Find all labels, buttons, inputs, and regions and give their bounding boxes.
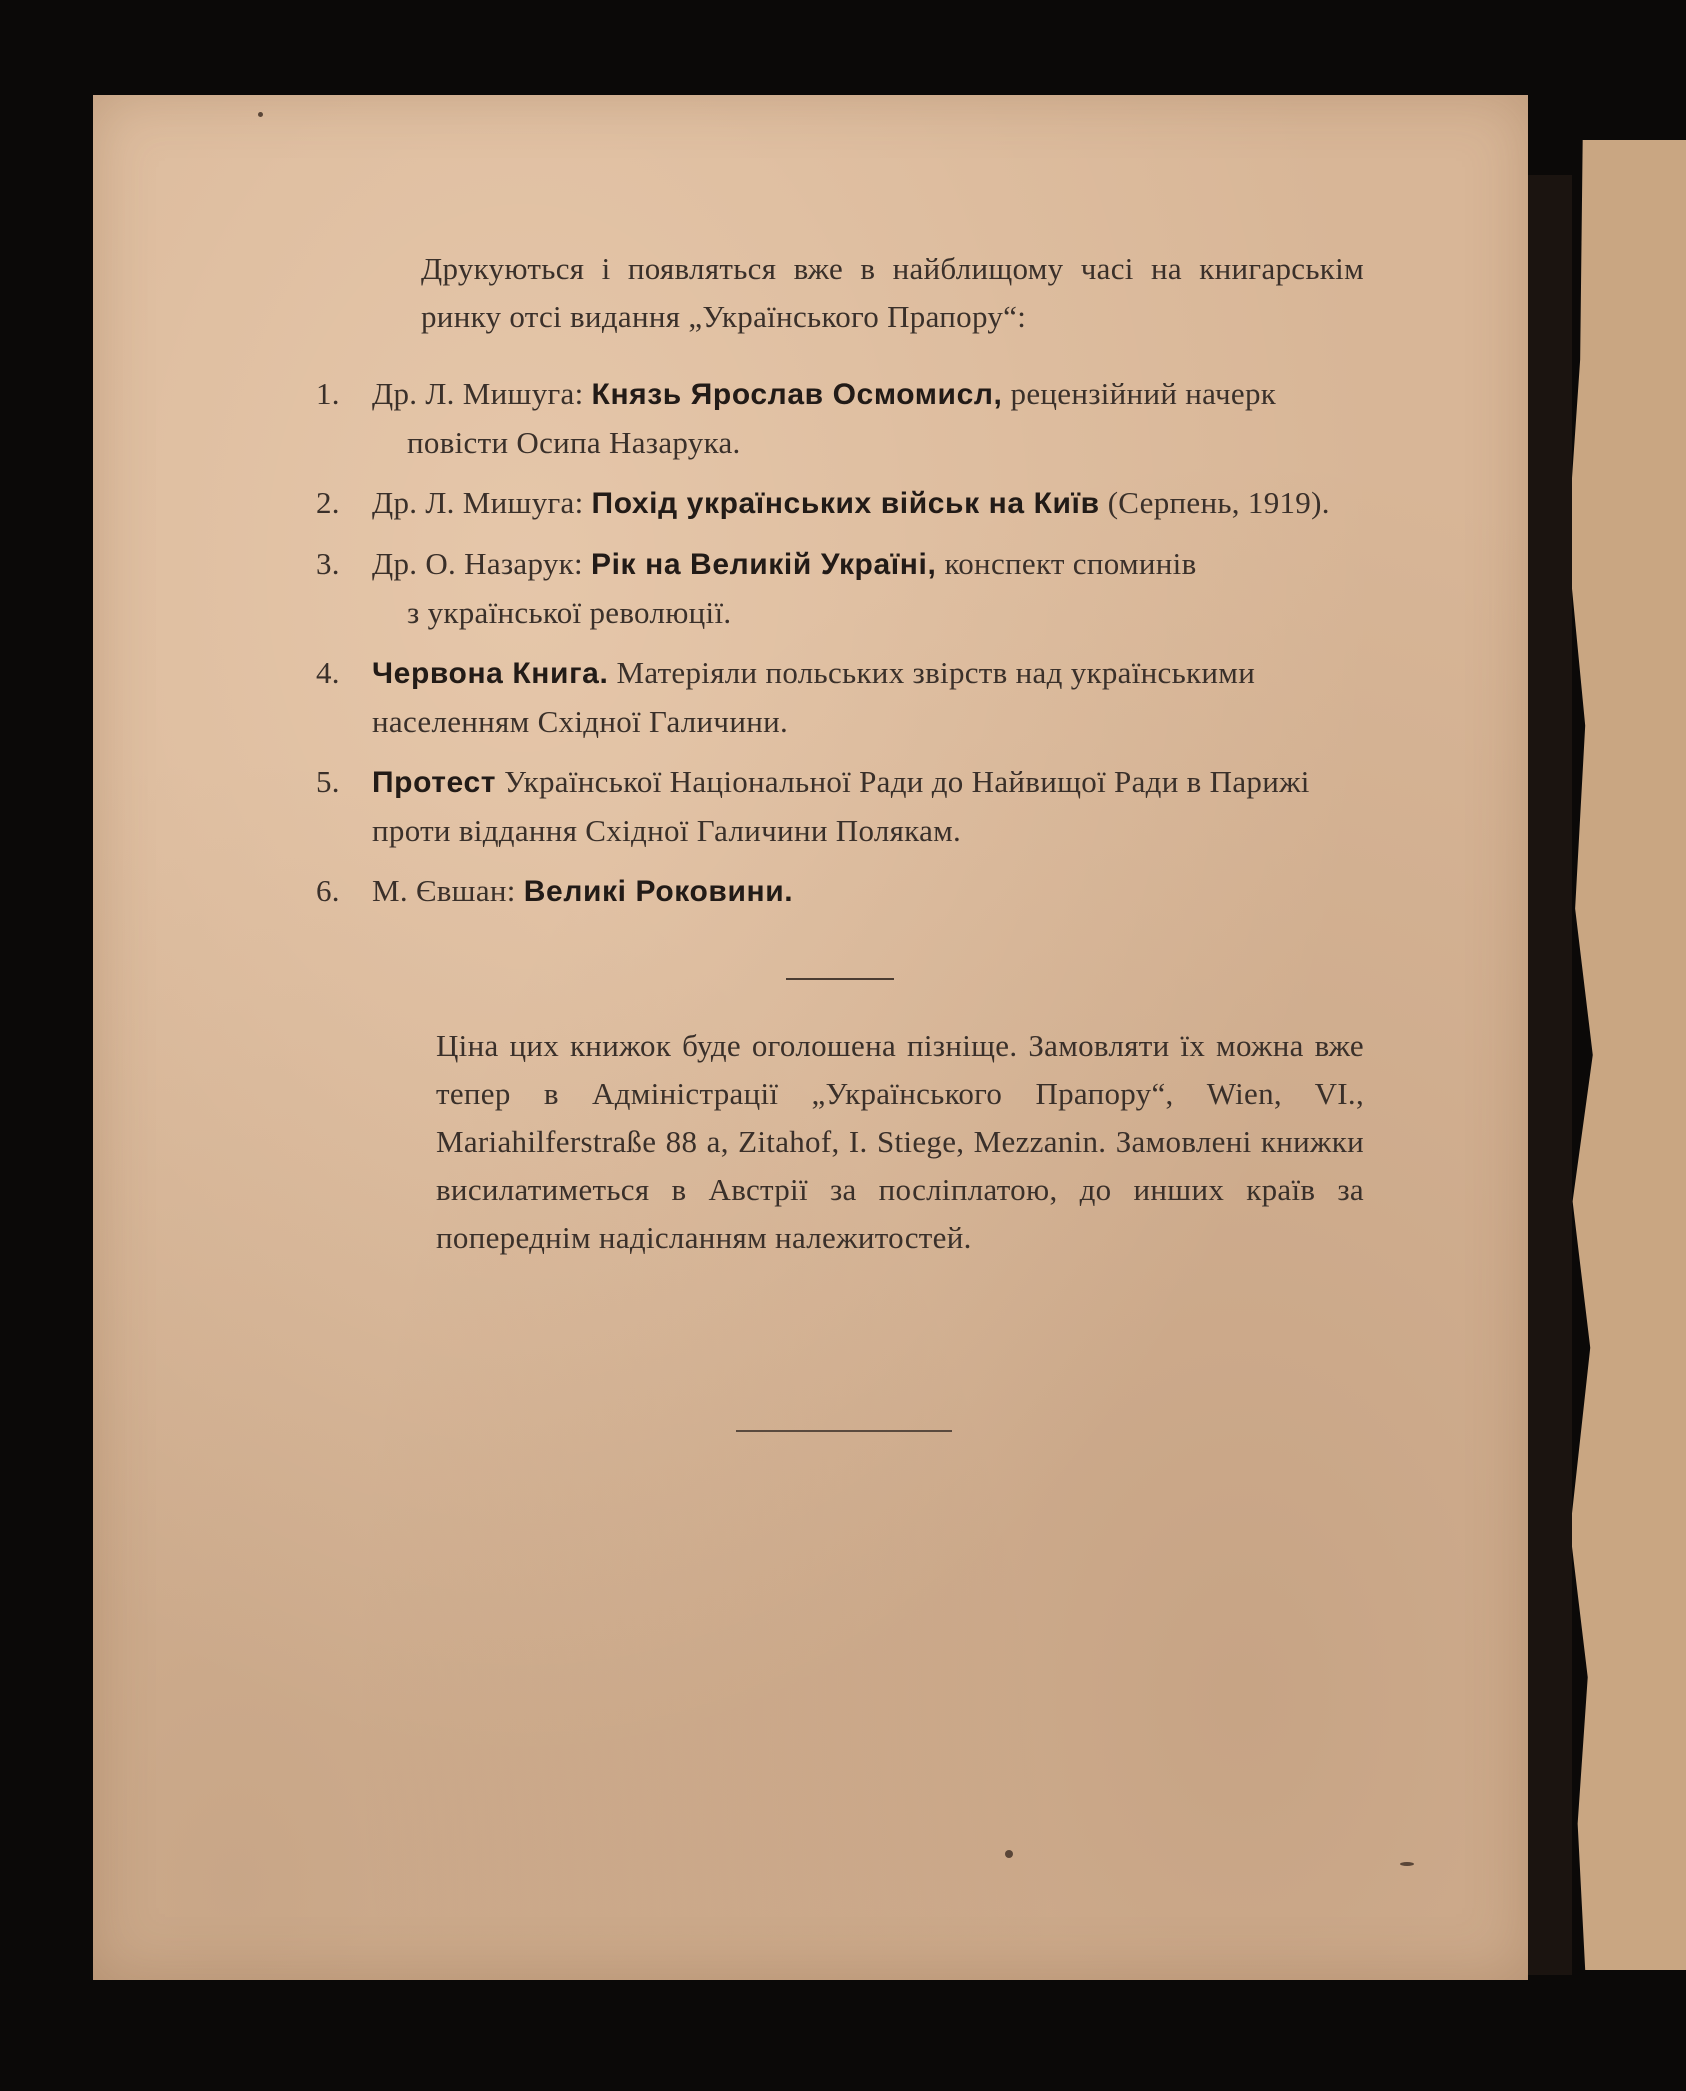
book-spine <box>1528 175 1572 1975</box>
item-title: Похід українських військ на Київ <box>591 487 1100 520</box>
item-author: М. Євшан: <box>372 873 516 908</box>
intro-paragraph <box>326 245 1364 341</box>
item-author: Др. Л. Мишуга: <box>372 485 584 520</box>
item-number: 4. <box>316 655 340 690</box>
publication-list <box>316 370 1366 928</box>
item-title: Князь Ярослав Осмомисл, <box>591 378 1003 411</box>
item-title: Великі Роковини. <box>523 875 794 908</box>
intro-text: Друкуються і появляться вже в найблищому часі на книгарськім ринку отсі видання „Українського Прапору“: <box>421 251 1364 334</box>
item-number: 3. <box>316 546 340 581</box>
closing-paragraph <box>326 1022 1364 1262</box>
list-item <box>316 867 1366 916</box>
paper-speck <box>1400 1862 1414 1866</box>
paper-speck <box>1005 1850 1013 1858</box>
item-number: 5. <box>316 764 340 799</box>
item-title: Рік на Великій Україні, <box>591 548 937 581</box>
back-page-edge <box>1560 140 1686 1970</box>
item-description-cont: повісти Осипа Назарука. <box>407 425 741 460</box>
list-item <box>316 758 1366 855</box>
list-item <box>316 649 1366 746</box>
list-item <box>316 370 1366 467</box>
item-title: Протест <box>372 766 497 799</box>
closing-text: Ціна цих книжок буде оголошена пізніще. Замовляти їх можна вже тепер в Адміністрації „Українського Прапору“, Wien, VI., Mariahilferstraße 88 a, Zitahof, I. Stiege, Mezzanin. Замовлені книжки висилатиметься в Австрії за посліплатою, до инших країв за попереднім надісланням належитостей. <box>436 1028 1364 1255</box>
item-description: Української Національної Ради до Найвищої Ради в Парижі проти віддання Східної Галичини Полякам. <box>372 764 1310 848</box>
item-title: Червона Книга. <box>372 657 609 690</box>
item-number: 6. <box>316 873 340 908</box>
item-author: Др. Л. Мишуга: <box>372 376 584 411</box>
item-description: рецензійний начерк <box>1010 376 1277 411</box>
item-description-cont: з української революції. <box>407 595 732 630</box>
item-description: Матеріяли польських звірств над українськими населенням Східної Галичини. <box>372 655 1256 739</box>
item-number: 1. <box>316 376 340 411</box>
item-description: конспект споминів <box>944 546 1197 581</box>
list-item <box>316 479 1366 528</box>
item-number: 2. <box>316 485 340 520</box>
item-author: Др. О. Назарук: <box>372 546 583 581</box>
list-item <box>316 540 1366 637</box>
bottom-divider <box>736 1430 952 1432</box>
section-divider <box>786 978 894 980</box>
paper-speck <box>258 112 263 117</box>
item-description: (Серпень, 1919). <box>1107 485 1330 520</box>
